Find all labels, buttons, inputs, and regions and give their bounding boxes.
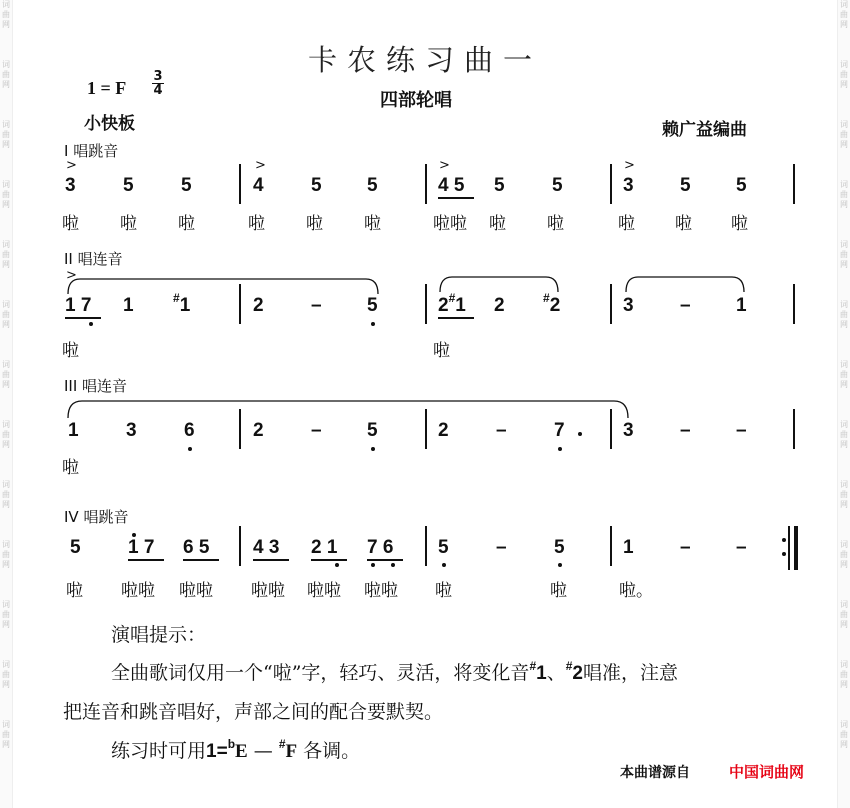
tips-text: 各调。 (297, 740, 361, 762)
sharp-sign: # (448, 291, 456, 305)
lower-octave-dot (391, 563, 395, 567)
note-digit: 1 (536, 663, 547, 684)
part-1-label: I 唱跳音 (64, 142, 119, 160)
watermark-char: 网 (2, 500, 10, 509)
watermark-char: 词 (840, 240, 848, 249)
sharp-sign: # (173, 291, 180, 305)
barline (239, 164, 241, 204)
lyric: 啦啦 (179, 581, 213, 601)
watermark-char: 曲 (2, 430, 10, 439)
lyric: 啦 (306, 214, 323, 234)
note: 1 (68, 420, 79, 441)
note: 2 (253, 295, 264, 316)
watermark-char: 网 (840, 440, 848, 449)
watermark-char: 词 (840, 420, 848, 429)
watermark-char: 词 (2, 720, 10, 729)
watermark-char: 词 (2, 180, 10, 189)
watermark-char: 词 (840, 600, 848, 609)
sharp-sign: # (543, 291, 550, 305)
lower-octave-dot (558, 447, 562, 451)
note: – (680, 420, 691, 441)
watermark-char: 词 (2, 300, 10, 309)
barline (239, 526, 241, 566)
part-2-label: II 唱连音 (64, 250, 123, 268)
eighth-underline (128, 559, 164, 561)
note: 1 (623, 537, 634, 558)
tips-line-1 (111, 658, 678, 685)
note: 1 (123, 295, 134, 316)
watermark-char: 曲 (2, 190, 10, 199)
watermark-char: 曲 (840, 130, 848, 139)
watermark-char: 词 (840, 180, 848, 189)
note: 5 (123, 175, 134, 196)
watermark-char: 网 (2, 380, 10, 389)
lyric: 啦 (66, 581, 83, 601)
watermark-char: 网 (2, 440, 10, 449)
watermark-char: 网 (840, 680, 848, 689)
lyric: 啦啦 (364, 581, 398, 601)
watermark-char: 网 (2, 20, 10, 29)
watermark-char: 曲 (840, 10, 848, 19)
lyric: 啦 (62, 458, 79, 478)
lower-octave-dot (89, 322, 93, 326)
watermark-char: 网 (2, 320, 10, 329)
watermark-char: 网 (840, 200, 848, 209)
watermark-char: 词 (840, 480, 848, 489)
watermark-char: 曲 (840, 370, 848, 379)
watermark-char: 词 (840, 120, 848, 129)
stray-mark (578, 432, 582, 436)
final-barline-thin (788, 526, 790, 570)
note: 2 (494, 295, 505, 316)
note-digit: 1 (455, 295, 466, 316)
eighth-underline (367, 559, 403, 561)
watermark-char: 词 (2, 420, 10, 429)
barline (425, 284, 427, 324)
watermark-char: 词 (840, 660, 848, 669)
note: – (680, 537, 691, 558)
watermark-char: 网 (2, 560, 10, 569)
slur (66, 398, 632, 420)
barline (610, 284, 612, 324)
watermark-char: 词 (840, 540, 848, 549)
note: 3 (623, 420, 634, 441)
barline (425, 164, 427, 204)
time-signature (152, 70, 164, 97)
watermark-char: 词 (840, 360, 848, 369)
lower-octave-dot (558, 563, 562, 567)
lower-octave-dot (371, 322, 375, 326)
eighth-underline (438, 317, 474, 319)
watermark-char: 词 (840, 0, 848, 9)
note: 2 (253, 420, 264, 441)
part-4-label: IV 唱跳音 (64, 508, 129, 526)
tips-text: 唱准，注意 (582, 662, 678, 684)
watermark-char: 网 (2, 260, 10, 269)
key-signature: 1 = F (87, 78, 127, 98)
watermark-char: 曲 (2, 550, 10, 559)
barline (425, 526, 427, 566)
note: – (736, 537, 747, 558)
note: 5 (554, 537, 565, 558)
lyric: 啦 (62, 214, 79, 234)
watermark-char: 曲 (840, 730, 848, 739)
watermark-char: 曲 (840, 250, 848, 259)
watermark-char: 曲 (2, 70, 10, 79)
note (438, 291, 466, 317)
note: 2 1 (311, 537, 338, 558)
note: – (496, 420, 507, 441)
note-digit: 2 (438, 295, 449, 316)
left-watermark-text (0, 0, 12, 780)
right-watermark-text (838, 0, 850, 780)
lower-octave-dot (188, 447, 192, 451)
watermark-char: 词 (840, 720, 848, 729)
watermark-char: 曲 (2, 610, 10, 619)
watermark-char: 曲 (2, 670, 10, 679)
note: 4 5 (438, 175, 465, 196)
tips-heading: 演唱提示： (111, 624, 207, 646)
arranger: 赖广益编曲 (662, 120, 747, 140)
note: 5 (680, 175, 691, 196)
watermark-char: 网 (840, 620, 848, 629)
watermark-char: 曲 (840, 70, 848, 79)
note: 4 (253, 175, 264, 196)
lyric: 啦 (248, 214, 265, 234)
note-digit: 2 (572, 663, 583, 684)
note: 5 (494, 175, 505, 196)
lyric: 啦 (618, 214, 635, 234)
note: 3 (126, 420, 137, 441)
lyric: 啦 (675, 214, 692, 234)
lower-octave-dot (371, 563, 375, 567)
accent-mark: > (255, 158, 266, 173)
watermark-char: 网 (2, 740, 10, 749)
note: 3 (623, 295, 634, 316)
time-denominator: 4 (153, 83, 163, 98)
watermark-char: 网 (840, 380, 848, 389)
barline (610, 526, 612, 566)
watermark-char: 曲 (840, 610, 848, 619)
barline (425, 409, 427, 449)
brand-link[interactable]: 中国词曲网 (729, 763, 805, 781)
eighth-underline (311, 559, 347, 561)
watermark-char: 网 (2, 80, 10, 89)
watermark-char: 网 (840, 80, 848, 89)
part-3-label: III 唱连音 (64, 377, 128, 395)
note: 6 5 (183, 537, 210, 558)
sharp-sign: # (278, 737, 286, 751)
note: 3 (65, 175, 76, 196)
watermark-char: 曲 (2, 310, 10, 319)
accent-mark: > (439, 158, 450, 173)
watermark-char: 曲 (840, 430, 848, 439)
note: 1 (736, 295, 747, 316)
accent-mark: > (66, 158, 77, 173)
watermark-char: 曲 (2, 250, 10, 259)
watermark-char: 网 (840, 140, 848, 149)
lower-octave-dot (335, 563, 339, 567)
lyric: 啦 (489, 214, 506, 234)
barline (793, 409, 795, 449)
note: – (311, 420, 322, 441)
tips-text: 全曲歌词仅用一个“啦”字，轻巧、灵活，将变化音 (111, 662, 530, 684)
note: 2 (438, 420, 449, 441)
note: – (680, 295, 691, 316)
sharp-sign: # (565, 659, 573, 673)
note: 7 (554, 420, 565, 441)
note (173, 291, 190, 317)
flat-sign: b (227, 737, 236, 751)
source-label: 本曲谱源自 (620, 765, 690, 781)
repeat-dot (782, 552, 786, 556)
lower-octave-dot (371, 447, 375, 451)
note: 5 (311, 175, 322, 196)
score-title: 卡农练习曲一 (307, 43, 542, 77)
note: 6 (184, 420, 195, 441)
watermark-char: 词 (2, 0, 10, 9)
note: 5 (438, 537, 449, 558)
repeat-dot (782, 538, 786, 542)
eighth-underline (438, 197, 474, 199)
lyric: 啦 (435, 581, 452, 601)
lyric: 啦 (364, 214, 381, 234)
watermark-char: 网 (2, 620, 10, 629)
watermark-char: 词 (840, 60, 848, 69)
lyric: 啦 (120, 214, 137, 234)
watermark-char: 网 (840, 560, 848, 569)
watermark-char: 网 (840, 320, 848, 329)
barline (793, 284, 795, 324)
note: 5 (181, 175, 192, 196)
tips-text: 练习时可用 (111, 740, 207, 762)
watermark-char: 曲 (2, 370, 10, 379)
lyric: 啦 (62, 341, 79, 361)
lyric: 啦啦 (433, 214, 467, 234)
note: – (736, 420, 747, 441)
watermark-char: 词 (2, 360, 10, 369)
watermark-char: 网 (2, 200, 10, 209)
lyric: 啦 (178, 214, 195, 234)
note-digit: 1 (179, 295, 191, 316)
barline (239, 409, 241, 449)
barline (793, 164, 795, 204)
barline (610, 409, 612, 449)
watermark-char: 网 (2, 140, 10, 149)
watermark-char: 词 (2, 540, 10, 549)
watermark-char: 网 (840, 20, 848, 29)
watermark-char: 曲 (840, 550, 848, 559)
lower-octave-dot (442, 563, 446, 567)
eighth-underline (183, 559, 219, 561)
score-subtitle: 四部轮唱 (380, 90, 452, 111)
watermark-char: 曲 (2, 490, 10, 499)
watermark-char: 网 (840, 740, 848, 749)
key-letter: E (235, 741, 248, 762)
slur (624, 274, 748, 294)
watermark-char: 网 (2, 680, 10, 689)
eighth-underline (253, 559, 289, 561)
note: – (496, 537, 507, 558)
watermark-char: 词 (2, 60, 10, 69)
watermark-char: 词 (2, 600, 10, 609)
watermark-char: 网 (840, 260, 848, 269)
lyric: 啦 (550, 581, 567, 601)
watermark-char: 网 (840, 500, 848, 509)
tips-line-2: 把连音和跳音唱好，声部之间的配合要默契。 (63, 701, 444, 723)
watermark-char: 曲 (2, 130, 10, 139)
watermark-char: 词 (2, 240, 10, 249)
note: 7 6 (367, 537, 394, 558)
note: 5 (367, 420, 378, 441)
note: 4 3 (253, 537, 280, 558)
note: – (311, 295, 322, 316)
watermark-char: 词 (2, 120, 10, 129)
note: 1 7 (128, 537, 155, 558)
watermark-char: 曲 (2, 10, 10, 19)
watermark-char: 曲 (840, 190, 848, 199)
lyric: 啦啦 (121, 581, 155, 601)
note: 5 (552, 175, 563, 196)
tips-text: — (247, 740, 279, 762)
tempo-marking: 小快板 (84, 114, 135, 134)
lyric: 啦 (731, 214, 748, 234)
key-text: 1= (206, 741, 228, 762)
upper-octave-dot (132, 533, 136, 537)
accent-mark: > (624, 158, 635, 173)
watermark-char: 曲 (840, 670, 848, 679)
slur (66, 276, 382, 296)
note (543, 291, 560, 317)
watermark-char: 词 (840, 300, 848, 309)
note: 5 (736, 175, 747, 196)
key-letter: F (285, 741, 298, 762)
watermark-char: 词 (2, 660, 10, 669)
eighth-underline (65, 317, 101, 319)
lyric: 啦啦 (307, 581, 341, 601)
lyric: 啦。 (619, 581, 653, 601)
watermark-char: 曲 (2, 730, 10, 739)
lyric: 啦 (547, 214, 564, 234)
tips-line-3 (111, 736, 360, 763)
time-numerator: 3 (153, 69, 163, 84)
accent-mark: > (66, 268, 77, 283)
tips-text: 、 (546, 662, 566, 684)
final-barline-thick (794, 526, 798, 570)
watermark-char: 词 (2, 480, 10, 489)
note: 5 (70, 537, 81, 558)
note-digit: 2 (549, 295, 561, 316)
note: 5 (367, 295, 378, 316)
note: 1 7 (65, 295, 92, 316)
lyric: 啦 (433, 341, 450, 361)
sharp-sign: # (529, 659, 537, 673)
note: 3 (623, 175, 634, 196)
watermark-char: 曲 (840, 490, 848, 499)
lyric: 啦啦 (251, 581, 285, 601)
barline (239, 284, 241, 324)
watermark-char: 曲 (840, 310, 848, 319)
note: 5 (367, 175, 378, 196)
barline (610, 164, 612, 204)
